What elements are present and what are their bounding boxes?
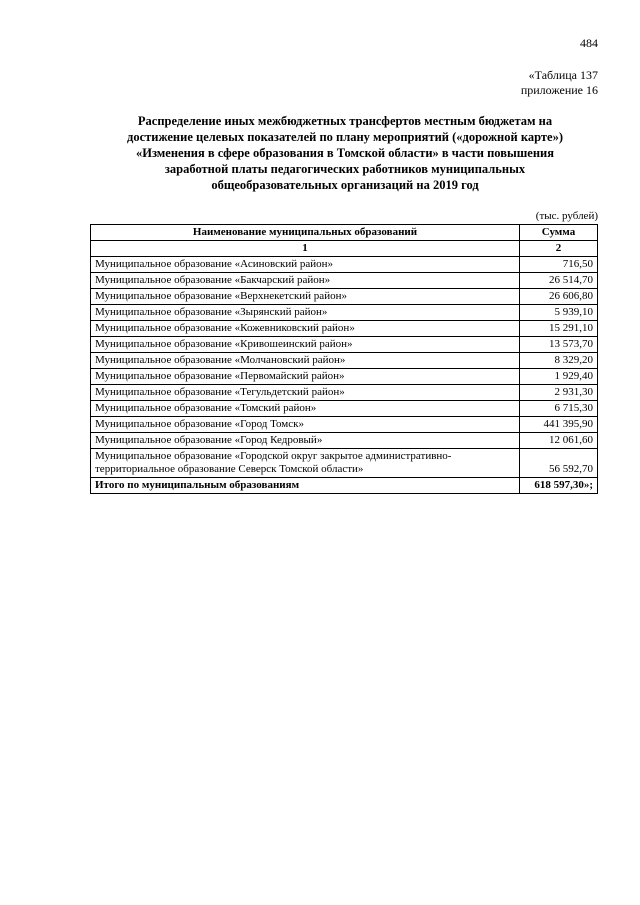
budget-table bbox=[90, 224, 598, 494]
table-row bbox=[91, 321, 598, 337]
table-row bbox=[91, 257, 598, 273]
amount-cell: 6 715,30 bbox=[520, 401, 598, 417]
table-reference-line: «Таблица 137 bbox=[528, 68, 598, 82]
amount-cell: 15 291,10 bbox=[520, 321, 598, 337]
municipality-name-cell: Муниципальное образование «Томский район» bbox=[91, 401, 520, 417]
municipality-name-cell: Муниципальное образование «Верхнекетский район» bbox=[91, 289, 520, 305]
amount-cell: 618 597,30»; bbox=[520, 478, 598, 494]
table-row bbox=[91, 369, 598, 385]
document-title bbox=[92, 113, 598, 193]
total-row bbox=[91, 478, 598, 494]
table-body bbox=[91, 241, 598, 494]
table-row bbox=[91, 289, 598, 305]
title-line: достижение целевых показателей по плану мероприятий («дорожной карте») bbox=[127, 130, 563, 144]
unit-label: (тыс. рублей) bbox=[535, 210, 598, 222]
column-index-name: 1 bbox=[91, 241, 520, 257]
title-line: «Изменения в сфере образования в Томской области» в части повышения bbox=[135, 146, 555, 160]
amount-cell: 12 061,60 bbox=[520, 433, 598, 449]
amount-cell: 716,50 bbox=[520, 257, 598, 273]
amount-cell: 13 573,70 bbox=[520, 337, 598, 353]
column-index-sum: 2 bbox=[520, 241, 598, 257]
page-number: 484 bbox=[580, 36, 598, 50]
municipality-name-cell: Муниципальное образование «Тегульдетский район» bbox=[91, 385, 520, 401]
column-header-name: Наименование муниципальных образований bbox=[91, 225, 520, 241]
municipality-name-cell: Муниципальное образование «Асиновский район» bbox=[91, 257, 520, 273]
table-reference bbox=[521, 68, 598, 98]
table-row bbox=[91, 401, 598, 417]
amount-cell: 1 929,40 bbox=[520, 369, 598, 385]
municipality-name-cell: Итого по муниципальным образованиям bbox=[91, 478, 520, 494]
appendix-reference-line: приложение 16 bbox=[520, 83, 598, 97]
amount-cell: 2 931,30 bbox=[520, 385, 598, 401]
municipality-name-cell: Муниципальное образование «Город Томск» bbox=[91, 417, 520, 433]
municipality-name-cell: Муниципальное образование «Городской округ закрытое административно-территориальное образование Северск Томской области» bbox=[91, 449, 520, 478]
municipality-name-cell: Муниципальное образование «Бакчарский район» bbox=[91, 273, 520, 289]
table-row bbox=[91, 353, 598, 369]
amount-cell: 26 514,70 bbox=[520, 273, 598, 289]
amount-cell: 5 939,10 bbox=[520, 305, 598, 321]
table-row bbox=[91, 337, 598, 353]
title-line: Распределение иных межбюджетных трансфертов местным бюджетам на bbox=[137, 114, 553, 128]
table-row bbox=[91, 305, 598, 321]
amount-cell: 26 606,80 bbox=[520, 289, 598, 305]
table-row bbox=[91, 417, 598, 433]
municipality-name-cell: Муниципальное образование «Молчановский район» bbox=[91, 353, 520, 369]
amount-cell: 441 395,90 bbox=[520, 417, 598, 433]
table-row bbox=[91, 449, 598, 478]
municipality-name-cell: Муниципальное образование «Кожевниковский район» bbox=[91, 321, 520, 337]
table-header-row bbox=[91, 225, 598, 241]
column-header-sum: Сумма bbox=[520, 225, 598, 241]
table-row bbox=[91, 433, 598, 449]
municipality-name-cell: Муниципальное образование «Зырянский район» bbox=[91, 305, 520, 321]
column-index-row bbox=[91, 241, 598, 257]
municipality-name-cell: Муниципальное образование «Кривошеинский район» bbox=[91, 337, 520, 353]
amount-cell: 56 592,70 bbox=[520, 449, 598, 478]
table-row bbox=[91, 273, 598, 289]
title-line: общеобразовательных организаций на 2019 год bbox=[211, 178, 479, 192]
table-row bbox=[91, 385, 598, 401]
municipality-name-cell: Муниципальное образование «Первомайский район» bbox=[91, 369, 520, 385]
title-line: заработной платы педагогических работников муниципальных bbox=[164, 162, 526, 176]
amount-cell: 8 329,20 bbox=[520, 353, 598, 369]
municipality-name-cell: Муниципальное образование «Город Кедровый» bbox=[91, 433, 520, 449]
